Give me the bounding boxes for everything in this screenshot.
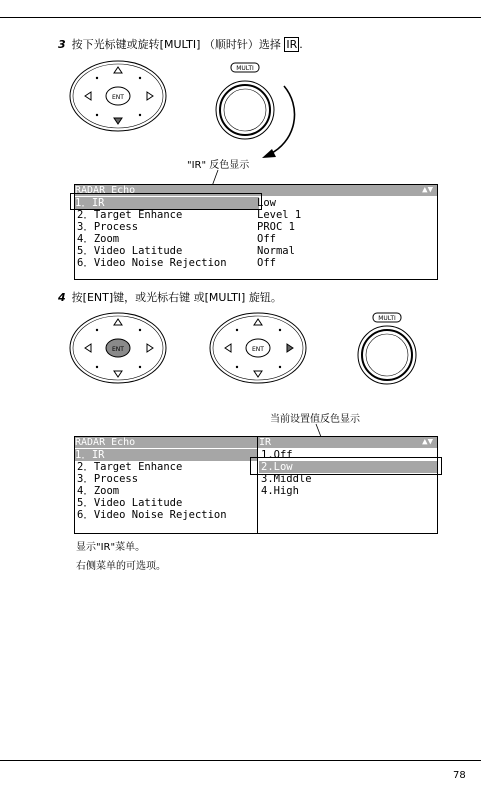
ent-label: ENT [112, 94, 124, 101]
multi-label: MULTI [236, 65, 254, 72]
menu-value: PROC 1 [257, 221, 295, 233]
menu-item-label: 2．Target Enhance [77, 461, 183, 473]
step-number: 4 [58, 291, 66, 304]
ent-label: ENT [112, 346, 124, 353]
highlight-callout-box [250, 457, 442, 475]
cursor-pad [70, 61, 166, 131]
step-end: . [299, 38, 303, 51]
step-number: 3 [58, 38, 66, 51]
menu-value: Normal [257, 245, 295, 257]
menu-item[interactable] [77, 497, 182, 509]
menu-item-label: 1．IR [75, 449, 105, 461]
menu-value: Level 1 [257, 209, 302, 221]
ir-boxed-label: IR [286, 38, 298, 51]
multi-knob [216, 63, 295, 158]
bottom-rule [0, 760, 481, 761]
cursor-pad-ent-pressed [70, 313, 166, 383]
top-rule [0, 17, 481, 18]
ent-label: ENT [252, 346, 264, 353]
scroll-arrows-icon[interactable]: ▲▼ [422, 437, 433, 447]
menu-item[interactable] [77, 473, 138, 485]
menu-title-bar [75, 437, 437, 448]
menu-value: Off [257, 257, 276, 269]
menu-item-label: 5．Video Latitude [77, 497, 183, 509]
submenu-title: IR [259, 437, 272, 448]
menu-item-label: 5．Video Latitude [77, 245, 183, 257]
clockwise-arrow-icon [270, 86, 295, 154]
menu-item[interactable] [77, 245, 182, 257]
menu-title: RADAR Echo [75, 437, 136, 448]
step-4 [58, 291, 282, 305]
highlight-callout-box [70, 193, 262, 210]
menu-value: Low [257, 197, 276, 209]
ir-option-middle[interactable]: 3.Middle [261, 473, 312, 485]
menu-item[interactable] [77, 485, 119, 497]
menu-item[interactable] [77, 209, 182, 221]
controls-diagram-1 [0, 58, 481, 168]
ir-option-off[interactable]: 1.Off [261, 449, 293, 461]
step-text: 按下光标键或旋转[MULTI] （顺时针）选择 [71, 38, 281, 51]
menu-item-ir[interactable] [75, 449, 257, 461]
multi-knob [358, 313, 416, 384]
menu-item[interactable] [77, 461, 182, 473]
menu-item-label: 1．IR [75, 197, 105, 209]
menu-item-label: 6．Video Noise Rejection [77, 509, 227, 521]
note-2: 右侧菜单的可选项。 [76, 561, 166, 572]
scroll-arrows-icon[interactable]: ▲▼ [422, 185, 433, 195]
annotation-ir-inverted: "IR" 反色显示 [187, 160, 250, 171]
controls-diagram-2 [0, 310, 481, 390]
menu-item-label: 6．Video Noise Rejection [77, 257, 227, 269]
menu-item[interactable] [77, 233, 119, 245]
menu-item[interactable] [77, 221, 138, 233]
menu-item-label: 3．Process [77, 473, 139, 485]
multi-label: MULTI [378, 315, 396, 322]
column-divider [257, 437, 258, 533]
option-label: 2.Low [261, 461, 293, 473]
menu-item-label: 4．Zoom [77, 233, 120, 245]
note-1: 显示"IR"菜单。 [76, 542, 146, 553]
menu-value: Off [257, 233, 276, 245]
menu-item[interactable] [77, 509, 227, 521]
menu-item[interactable] [77, 257, 227, 269]
menu-title: RADAR Echo [75, 185, 136, 196]
menu-item-label: 4．Zoom [77, 485, 120, 497]
step-3 [58, 38, 303, 52]
page-number: 78 [453, 770, 466, 781]
ir-option-high[interactable]: 4.High [261, 485, 299, 497]
radar-echo-ir-menu [74, 436, 438, 534]
menu-item-label: 3．Process [77, 221, 139, 233]
annotation-current-value-inverted: 当前设置值反色显示 [270, 414, 360, 425]
cursor-pad-right-pressed [210, 313, 306, 383]
step-text: 按[ENT]键，或光标右键 或[MULTI] 旋钮。 [71, 291, 282, 304]
menu-item-label: 2．Target Enhance [77, 209, 183, 221]
